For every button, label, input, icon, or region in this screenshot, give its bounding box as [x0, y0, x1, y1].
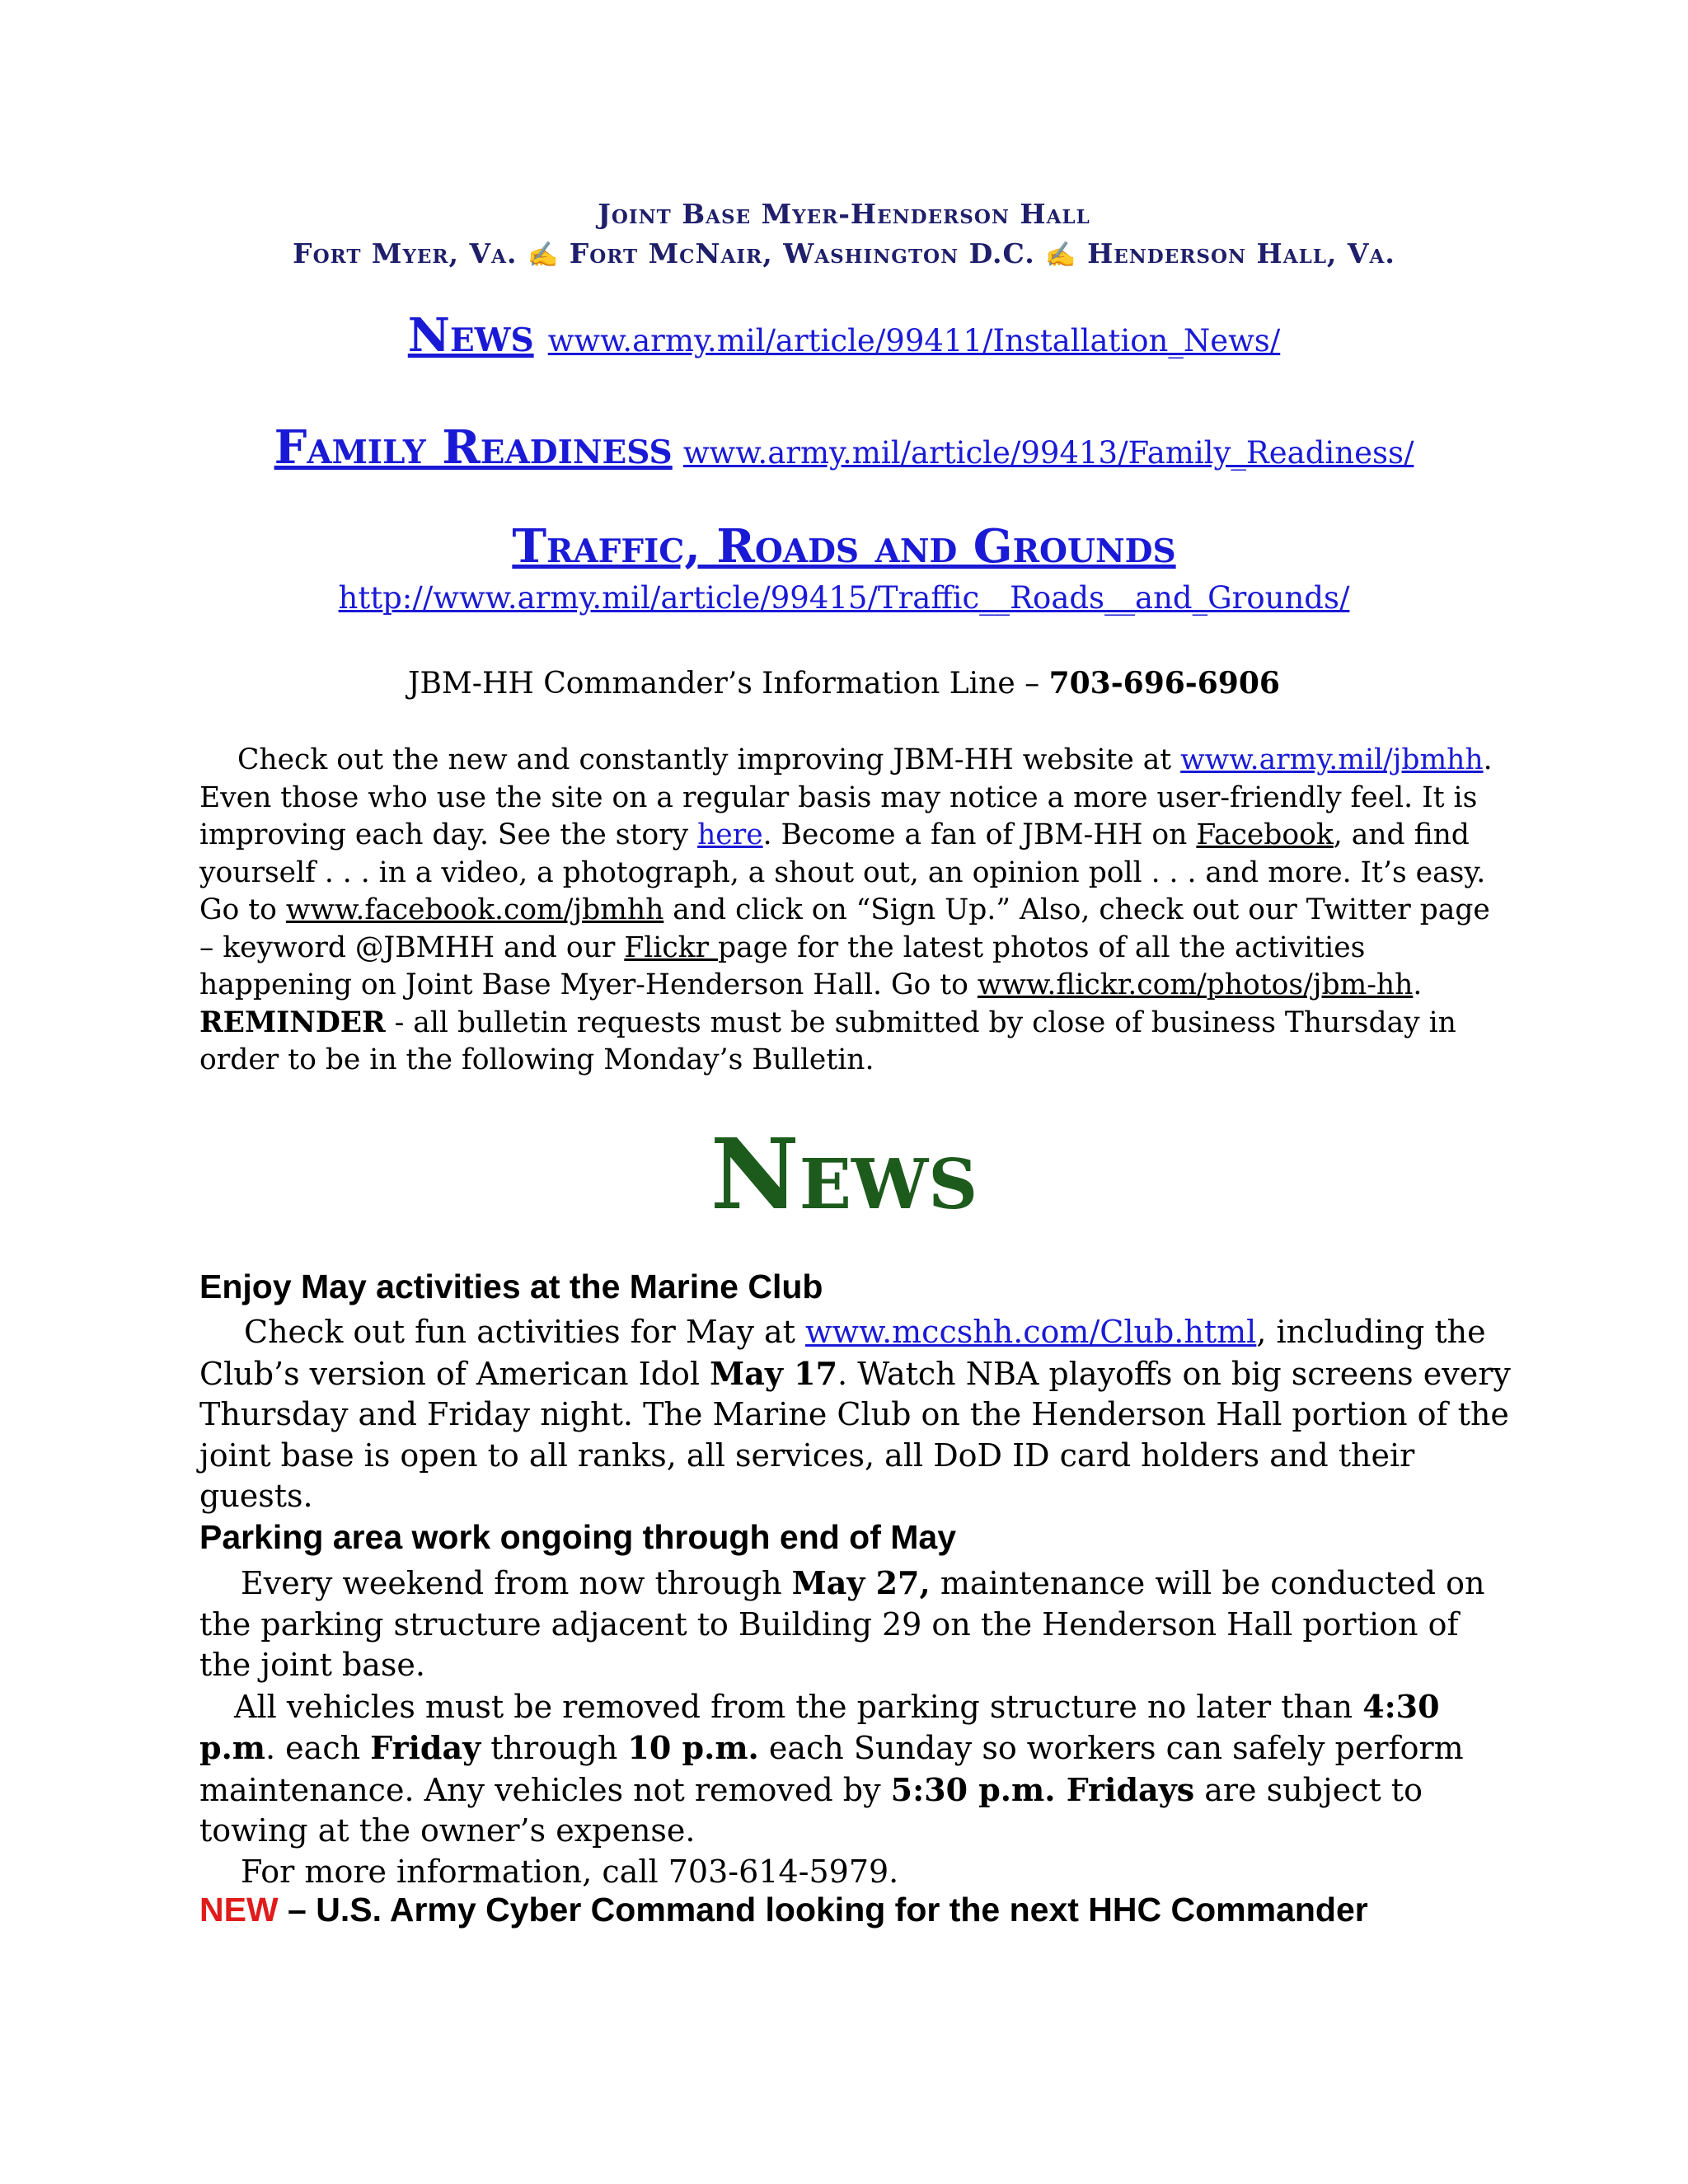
traffic-url-line: [0, 580, 1688, 616]
article-text: each Sunday so workers can safely perform maintenance. Any vehicles not removed by: [199, 1730, 1464, 1808]
article-text: . Watch NBA playoffs on big screens every Thursday and Friday night. The Marine Club on the Henderson Hall portion of the joint base is open to all ranks, all services, all DoD ID card holders and their guests.: [199, 1355, 1511, 1514]
family-readiness-link-line: [0, 420, 1688, 475]
article-body: [199, 1563, 1518, 1892]
news-link-line: [0, 308, 1688, 363]
article-bold-text: May 27,: [791, 1564, 931, 1601]
article-text: For more information, call 703-614-5979.: [241, 1853, 899, 1890]
flickr-url-link[interactable]: www.flickr.com/photos/jbm-hh: [977, 968, 1414, 1001]
intro-paragraph: [199, 742, 1502, 1080]
marine-club-link[interactable]: www.mccshh.com/Club.html: [805, 1314, 1257, 1350]
intro-text: , and find yourself . . . in a video, a photograph, a shout out, an opinion poll . . . and more. It’s easy. Go to: [199, 818, 1486, 926]
article-text: All vehicles must be removed from the parking structure no later than: [234, 1688, 1363, 1725]
header-title: Joint Base Myer-Henderson Hall: [598, 198, 1090, 230]
intro-text: - all bulletin requests must be submitted by close of business Thursday in order to be in the following Monday’s Bulletin.: [199, 1005, 1456, 1076]
traffic-section-link[interactable]: Traffic, Roads and Grounds: [512, 519, 1176, 574]
article-paragraph: [199, 1852, 1518, 1893]
article-bold-text: 4:30 p.m: [199, 1687, 1440, 1766]
article-text: through: [481, 1730, 628, 1766]
article-text: Every weekend from now through: [241, 1565, 792, 1601]
family-readiness-url-link[interactable]: www.army.mil/article/99413/Family_Readiness/: [682, 435, 1414, 471]
quill-icon: ✍: [1045, 241, 1077, 269]
reminder-label: REMINDER: [199, 1005, 386, 1039]
news-section-title: News: [710, 1117, 978, 1231]
traffic-section-line: [0, 519, 1688, 574]
header-locations: [0, 237, 1688, 269]
article-headline: U.S. Army Cyber Command looking for the next HHC Commander: [316, 1891, 1368, 1929]
article-bold-text: Friday: [370, 1729, 481, 1766]
article-text: Check out fun activities for May at: [244, 1314, 805, 1350]
article-body: [199, 1312, 1518, 1517]
article-paragraph: [199, 1686, 1518, 1852]
commander-info-line: [0, 666, 1688, 701]
flickr-link[interactable]: Flickr: [624, 930, 719, 964]
article-headline: Parking area work ongoing through end of May: [199, 1518, 957, 1556]
facebook-link[interactable]: Facebook: [1196, 818, 1334, 851]
article-text: maintenance will be conducted on the parking structure adjacent to Building 29 on the Henderson Hall portion of the joint base.: [199, 1565, 1485, 1683]
article-text: are subject to towing at the owner’s expense.: [199, 1771, 1423, 1849]
info-line-label: JBM-HH Commander’s Information Line –: [408, 667, 1040, 701]
facebook-url-link[interactable]: www.facebook.com/jbmhh: [285, 893, 664, 926]
article-text: . each: [265, 1730, 371, 1766]
news-section-link[interactable]: News: [407, 308, 534, 363]
article-bold-text: May 17: [710, 1354, 838, 1392]
intro-text: . Become a fan of JBM-HH on: [762, 818, 1197, 851]
article-bold-text: 5:30 p.m. Fridays: [890, 1770, 1195, 1808]
intro-text: .: [1413, 968, 1423, 1001]
traffic-url-link[interactable]: http://www.army.mil/article/99415/Traffic__Roads__and_Grounds/: [338, 580, 1350, 616]
new-badge: NEW: [199, 1891, 279, 1929]
article-headline: Enjoy May activities at the Marine Club: [199, 1268, 823, 1305]
location-fort-mcnair: Fort McNair, Washington D.C.: [569, 237, 1035, 269]
article-headline-cyber: [199, 1887, 1502, 1932]
intro-text: page for the latest photos of all the activities happening on Joint Base Myer-Henderson Hall. Go to: [199, 930, 1366, 1001]
location-henderson-hall: Henderson Hall, Va.: [1087, 237, 1395, 269]
quill-icon: ✍: [527, 241, 560, 269]
location-fort-myer: Fort Myer, Va.: [293, 237, 518, 269]
article-paragraph: [199, 1563, 1518, 1686]
jbmhh-website-link[interactable]: www.army.mil/jbmhh: [1180, 743, 1484, 776]
intro-text: and click on “Sign Up.” Also, check out our Twitter page – keyword @JBMHH and our: [199, 893, 1490, 964]
info-line-phone: 703-696-6906: [1048, 666, 1280, 701]
headline-dash: –: [278, 1891, 316, 1929]
intro-text: Check out the new and constantly improving JBM-HH website at: [237, 743, 1181, 776]
article-bold-text: 10 p.m.: [627, 1729, 759, 1766]
intro-text: . Even those who use the site on a regular basis may notice a more user-friendly feel. It is improving each day. See the story: [199, 743, 1493, 851]
story-here-link[interactable]: here: [697, 818, 763, 851]
news-url-link[interactable]: www.army.mil/article/99411/Installation_News/: [547, 323, 1281, 359]
article-text: , including the Club’s version of American Idol: [199, 1314, 1486, 1392]
family-readiness-section-link[interactable]: Family Readiness: [274, 420, 673, 475]
